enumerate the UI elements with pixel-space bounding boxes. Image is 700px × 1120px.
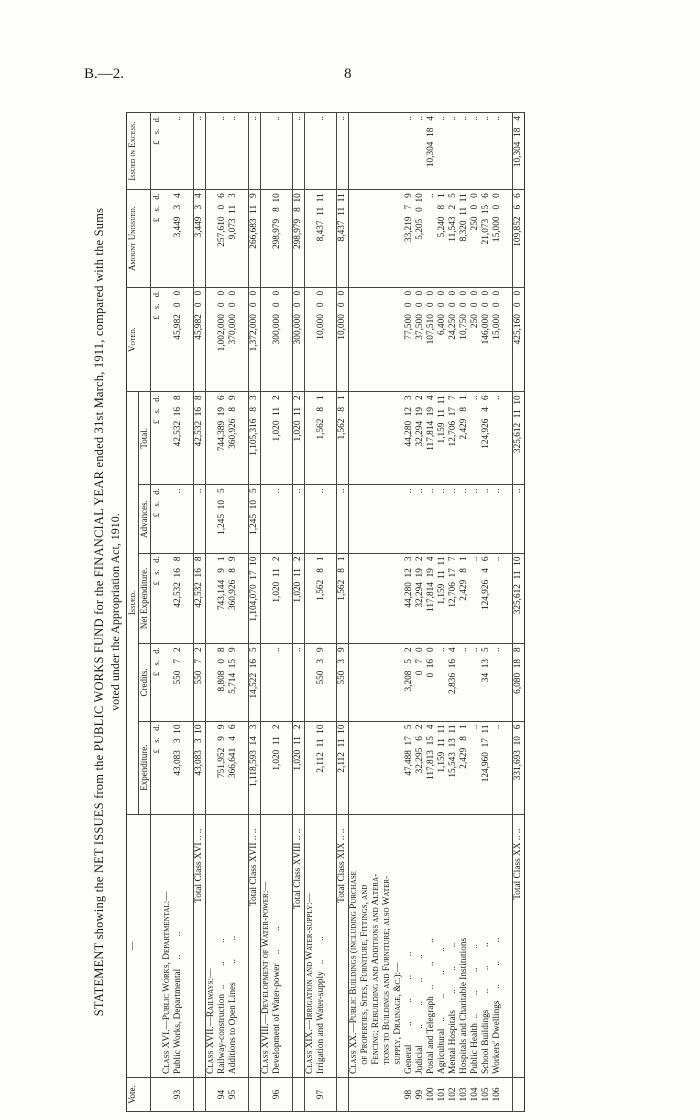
blank-cell bbox=[261, 485, 273, 553]
total-value: 42,532 16 8 bbox=[173, 392, 184, 485]
blank-cell bbox=[184, 485, 194, 553]
total-net-expenditure-value: 1,562 8 1 bbox=[337, 553, 349, 644]
total-value: 1,020 11 2 bbox=[272, 392, 283, 485]
blank-cell bbox=[162, 644, 173, 721]
blank-cell bbox=[239, 113, 249, 190]
total-expenditure-value: 1,020 11 2 bbox=[293, 721, 305, 814]
total-value: 44,280 12 3 32,294 19 2 117,814 19 4 1,159 11 11 12,706 17 7 2,429 8 1 .. 124,926 4 6 .. bbox=[404, 392, 503, 485]
voted-value: 10,000 0 0 bbox=[316, 287, 327, 391]
units-label: £ s. d. bbox=[151, 287, 163, 391]
blank-cell bbox=[239, 721, 249, 814]
class-total-label: Total Class XX .. .. bbox=[513, 814, 525, 1077]
blank-cell bbox=[239, 392, 249, 485]
total-credits-value: 14,522 16 5 bbox=[249, 644, 261, 721]
blank-cell bbox=[305, 113, 317, 190]
class-total-label: Total Class XVII .. .. bbox=[249, 814, 261, 1077]
expenditure-value: 1,020 11 2 bbox=[272, 721, 283, 814]
spacer-row bbox=[239, 113, 249, 1112]
vote-number: 96 bbox=[272, 1077, 283, 1111]
credits-value: 550 7 2 bbox=[173, 644, 184, 721]
class-total-row bbox=[293, 113, 305, 1112]
units-label: £ s. d. bbox=[151, 113, 163, 190]
total-value: 744,389 19 6 360,926 8 9 bbox=[217, 392, 239, 485]
vote-blank bbox=[337, 1077, 349, 1111]
blank-cell bbox=[327, 392, 337, 485]
units-label: £ s. d. bbox=[151, 553, 163, 644]
total-excess-value: 10,304 18 4 bbox=[513, 113, 525, 190]
units-label: £ s. d. bbox=[151, 721, 163, 814]
blank-cell bbox=[327, 485, 337, 553]
table-row bbox=[217, 113, 239, 1112]
class-total-row bbox=[194, 113, 206, 1112]
col-voted: Voted. bbox=[127, 287, 151, 391]
total-voted-value: 45,982 0 0 bbox=[194, 287, 206, 391]
blank-cell bbox=[283, 644, 293, 721]
blank-cell bbox=[283, 287, 293, 391]
advances-value: .. bbox=[272, 485, 283, 553]
section-heading-row bbox=[349, 113, 405, 1112]
blank-cell bbox=[239, 814, 249, 1077]
blank-cell bbox=[327, 1077, 337, 1111]
blank-cell bbox=[261, 392, 273, 485]
total-voted-value: 10,000 0 0 bbox=[337, 287, 349, 391]
blank-cell bbox=[349, 190, 405, 288]
blank-cell bbox=[327, 113, 337, 190]
unissued-value: 257,610 0 6 9,073 11 3 bbox=[217, 190, 239, 288]
blank-cell bbox=[206, 392, 218, 485]
total-total-value: 1,562 8 1 bbox=[337, 392, 349, 485]
vote-description: Development of Water-power .. .. bbox=[272, 814, 283, 1077]
blank-cell bbox=[305, 485, 317, 553]
table-row bbox=[316, 113, 327, 1112]
vote-number: 97 bbox=[316, 1077, 327, 1111]
blank-cell bbox=[184, 553, 194, 644]
total-credits-value: 6,080 18 8 bbox=[513, 644, 525, 721]
class-total-row bbox=[513, 113, 525, 1112]
blank-cell bbox=[184, 392, 194, 485]
section-heading: Class XVII.—Railways:— bbox=[206, 814, 218, 1077]
vote-blank bbox=[162, 1077, 173, 1111]
excess-value: .. .. 10,304 18 4 .. .. .. .. .. .. bbox=[404, 113, 503, 190]
blank-cell bbox=[206, 644, 218, 721]
col-excess: Issued in Excess. bbox=[127, 113, 151, 190]
blank-cell bbox=[184, 287, 194, 391]
blank-cell bbox=[503, 721, 513, 814]
col-net-expenditure: Net Expenditure. bbox=[139, 553, 151, 644]
col-issued-group: Issued. bbox=[127, 392, 139, 814]
spacer-row bbox=[327, 113, 337, 1112]
units-label: £ s. d. bbox=[151, 644, 163, 721]
credits-value: 8,808 0 8 5,714 15 9 bbox=[217, 644, 239, 721]
total-net-expenditure-value: 1,020 11 2 bbox=[293, 553, 305, 644]
total-excess-value: .. bbox=[293, 113, 305, 190]
blank-cell bbox=[349, 485, 405, 553]
blank-cell bbox=[283, 485, 293, 553]
blank-cell bbox=[239, 190, 249, 288]
total-total-value: 1,020 11 2 bbox=[293, 392, 305, 485]
vote-blank bbox=[349, 1077, 405, 1111]
total-unissued-value: 266,683 11 9 bbox=[249, 190, 261, 288]
total-credits-value: .. bbox=[293, 644, 305, 721]
blank-cell bbox=[184, 814, 194, 1077]
total-total-value: 325,612 11 10 bbox=[513, 392, 525, 485]
total-net-expenditure-value: 325,612 11 10 bbox=[513, 553, 525, 644]
credits-value: .. bbox=[272, 644, 283, 721]
units-blank bbox=[151, 1077, 163, 1111]
blank-cell bbox=[503, 392, 513, 485]
blank-cell bbox=[261, 113, 273, 190]
blank-cell bbox=[184, 113, 194, 190]
col-advances: Advances. bbox=[139, 485, 151, 553]
blank-cell bbox=[503, 287, 513, 391]
units-blank bbox=[151, 814, 163, 1077]
blank-cell bbox=[162, 287, 173, 391]
blank-cell bbox=[305, 392, 317, 485]
vote-number: 94 95 bbox=[217, 1077, 239, 1111]
net-expenditure-value: 44,280 12 3 32,294 19 2 117,814 19 4 1,159 11 11 12,706 17 7 2,429 8 1 .. 124,926 4 6 .. bbox=[404, 553, 503, 644]
vote-blank bbox=[261, 1077, 273, 1111]
col-total: Total. bbox=[139, 392, 151, 485]
blank-cell bbox=[327, 721, 337, 814]
total-unissued-value: 298,979 8 10 bbox=[293, 190, 305, 288]
blank-cell bbox=[349, 553, 405, 644]
blank-cell bbox=[283, 814, 293, 1077]
total-expenditure-value: 1,118,593 14 3 bbox=[249, 721, 261, 814]
class-total-label: Total Class XIX .. .. bbox=[337, 814, 349, 1077]
section-heading-row bbox=[162, 113, 173, 1112]
blank-cell bbox=[206, 113, 218, 190]
units-label: £ s. d. bbox=[151, 392, 163, 485]
total-advances-value: .. bbox=[194, 485, 206, 553]
credits-value: 3,208 5 2 0 7 0 0 16 0 .. 2,836 16 4 .. .. 34 13 5 .. bbox=[404, 644, 503, 721]
class-total-label: Total Class XVI .. .. bbox=[194, 814, 206, 1077]
col-expenditure: Expenditure. bbox=[139, 721, 151, 814]
total-expenditure-value: 331,693 10 6 bbox=[513, 721, 525, 814]
advances-value: .. .. .. .. .. .. .. .. .. bbox=[404, 485, 503, 553]
blank-cell bbox=[327, 644, 337, 721]
spacer-row bbox=[184, 113, 194, 1112]
advances-value: .. bbox=[173, 485, 184, 553]
blank-cell bbox=[261, 287, 273, 391]
units-label: £ s. d. bbox=[151, 485, 163, 553]
class-total-row bbox=[249, 113, 261, 1112]
blank-cell bbox=[503, 485, 513, 553]
rotated-statement-sheet bbox=[92, 112, 700, 1112]
vote-number: 93 bbox=[173, 1077, 184, 1111]
net-expenditure-value: 743,144 9 1 360,926 8 9 bbox=[217, 553, 239, 644]
total-total-value: 1,105,316 8 3 bbox=[249, 392, 261, 485]
total-credits-value: 550 3 9 bbox=[337, 644, 349, 721]
excess-value: .. bbox=[316, 113, 327, 190]
blank-cell bbox=[349, 721, 405, 814]
blank-cell bbox=[503, 113, 513, 190]
total-excess-value: .. bbox=[194, 113, 206, 190]
col-unissued: Amount Unissued. bbox=[127, 190, 151, 288]
excess-value: .. bbox=[272, 113, 283, 190]
total-voted-value: 300,000 0 0 bbox=[293, 287, 305, 391]
blank-cell bbox=[162, 190, 173, 288]
total-advances-value: 1,245 10 5 bbox=[249, 485, 261, 553]
credits-value: 550 3 9 bbox=[316, 644, 327, 721]
blank-cell bbox=[239, 553, 249, 644]
blank-cell bbox=[206, 287, 218, 391]
blank-cell bbox=[261, 190, 273, 288]
blank-cell bbox=[261, 644, 273, 721]
expenditure-value: 47,488 17 5 32,295 6 2 117,813 15 4 1,159 11 11 15,543 13 11 2,429 8 1 .. 124,960 17 11 .. bbox=[404, 721, 503, 814]
blank-cell bbox=[239, 485, 249, 553]
vote-description: Railway-construction .. .. .. Additions to Open Lines .. .. bbox=[217, 814, 239, 1077]
blank-cell bbox=[206, 485, 218, 553]
units-row bbox=[151, 113, 163, 1112]
blank-cell bbox=[162, 721, 173, 814]
class-total-row bbox=[337, 113, 349, 1112]
vote-blank bbox=[249, 1077, 261, 1111]
total-advances-value: .. bbox=[293, 485, 305, 553]
voted-value: 300,000 0 0 bbox=[272, 287, 283, 391]
total-net-expenditure-value: 42,532 16 8 bbox=[194, 553, 206, 644]
total-expenditure-value: 2,112 11 10 bbox=[337, 721, 349, 814]
blank-cell bbox=[503, 814, 513, 1077]
section-heading: Class XX.—Public Buildings (including Purchase of Properties, Sites, Furniture, Fittings, and Fencing; Rebuilding and Additions and Altera- tions to Buildings and Furniture; also Water- supply, Drainage, &c.):— bbox=[349, 814, 405, 1077]
blank-cell bbox=[283, 721, 293, 814]
blank-cell bbox=[239, 1077, 249, 1111]
voted-value: 1,002,000 0 0 370,000 0 0 bbox=[217, 287, 239, 391]
blank-cell bbox=[162, 392, 173, 485]
excess-value: .. bbox=[173, 113, 184, 190]
vote-description: Public Works, Departmental .. .. bbox=[173, 814, 184, 1077]
blank-cell bbox=[239, 287, 249, 391]
blank-cell bbox=[261, 721, 273, 814]
voted-value: 77,500 0 0 37,500 0 0 107,510 0 0 6,400 0 0 24,250 0 0 10,750 0 0 250 0 0 146,000 0 0 15,000 0 0 bbox=[404, 287, 503, 391]
total-unissued-value: 3,449 3 4 bbox=[194, 190, 206, 288]
blank-cell bbox=[349, 644, 405, 721]
blank-cell bbox=[305, 287, 317, 391]
blank-cell bbox=[327, 553, 337, 644]
advances-value: .. bbox=[316, 485, 327, 553]
statement-body bbox=[151, 113, 525, 1112]
blank-cell bbox=[305, 553, 317, 644]
blank-cell bbox=[184, 721, 194, 814]
blank-cell bbox=[305, 721, 317, 814]
net-expenditure-value: 42,532 16 8 bbox=[173, 553, 184, 644]
units-label: £ s. d. bbox=[151, 190, 163, 288]
col-credits: Credits. bbox=[139, 644, 151, 721]
total-total-value: 42,532 16 8 bbox=[194, 392, 206, 485]
class-total-label: Total Class XVIII .. .. bbox=[293, 814, 305, 1077]
page-reference: B.—2. bbox=[84, 66, 125, 82]
blank-cell bbox=[503, 644, 513, 721]
statement-subtitle: voted under the Appropriation Act, 1910. bbox=[108, 513, 122, 711]
spacer-row bbox=[283, 113, 293, 1112]
blank-cell bbox=[503, 1077, 513, 1111]
total-expenditure-value: 43,083 3 10 bbox=[194, 721, 206, 814]
vote-blank bbox=[513, 1077, 525, 1111]
vote-number: 98 99 100 101 102 103 104 105 106 bbox=[404, 1077, 503, 1111]
table-row bbox=[272, 113, 283, 1112]
vote-blank bbox=[194, 1077, 206, 1111]
blank-cell bbox=[283, 392, 293, 485]
blank-cell bbox=[503, 190, 513, 288]
total-advances-value: .. bbox=[513, 485, 525, 553]
statement-table bbox=[126, 112, 525, 1112]
page-number: 8 bbox=[344, 66, 352, 82]
expenditure-value: 751,952 9 9 366,641 4 6 bbox=[217, 721, 239, 814]
blank-cell bbox=[305, 644, 317, 721]
total-value: 1,562 8 1 bbox=[316, 392, 327, 485]
total-voted-value: 425,160 0 0 bbox=[513, 287, 525, 391]
statement-title: STATEMENT showing the NET ISSUES from the PUBLIC WORKS FUND for the FINANCIAL YEAR ended 31st March, 1911, compared with the Sums bbox=[92, 207, 106, 1017]
blank-cell bbox=[305, 190, 317, 288]
blank-cell bbox=[503, 553, 513, 644]
blank-cell bbox=[327, 190, 337, 288]
vote-description: General .. .. .. .. Judicial .. .. .. .. Postal and Telegraph .. .. .. Agricultural .. .. .. .. Mental Hospitals .. .. .. Hospitals and Charitable Institutions Public Health .. .. .. .. School Buildings .. .. .. Workers' Dwellings .. .. .. bbox=[404, 814, 503, 1077]
unissued-value: 298,979 8 10 bbox=[272, 190, 283, 288]
blank-cell bbox=[283, 113, 293, 190]
vote-blank bbox=[305, 1077, 317, 1111]
total-excess-value: .. bbox=[249, 113, 261, 190]
col-vote: Vote. bbox=[127, 1077, 151, 1111]
expenditure-value: 43,083 3 10 bbox=[173, 721, 184, 814]
blank-cell bbox=[206, 721, 218, 814]
voted-value: 45,982 0 0 bbox=[173, 287, 184, 391]
blank-cell bbox=[327, 814, 337, 1077]
total-excess-value: .. bbox=[337, 113, 349, 190]
blank-cell bbox=[283, 190, 293, 288]
blank-cell bbox=[162, 113, 173, 190]
blank-cell bbox=[162, 485, 173, 553]
section-heading: Class XVIII.—Development of Water-power:— bbox=[261, 814, 273, 1077]
total-unissued-value: 109,852 6 6 bbox=[513, 190, 525, 288]
blank-cell bbox=[206, 190, 218, 288]
blank-cell bbox=[327, 287, 337, 391]
advances-value: 1,245 10 5 bbox=[217, 485, 239, 553]
blank-cell bbox=[349, 392, 405, 485]
blank-cell bbox=[184, 1077, 194, 1111]
blank-cell bbox=[349, 113, 405, 190]
spacer-row bbox=[503, 113, 513, 1112]
section-heading-row bbox=[305, 113, 317, 1112]
net-expenditure-value: 1,020 11 2 bbox=[272, 553, 283, 644]
blank-cell bbox=[239, 644, 249, 721]
net-expenditure-value: 1,562 8 1 bbox=[316, 553, 327, 644]
section-heading-row bbox=[261, 113, 273, 1112]
blank-cell bbox=[283, 1077, 293, 1111]
total-credits-value: 550 7 2 bbox=[194, 644, 206, 721]
blank-cell bbox=[283, 553, 293, 644]
blank-cell bbox=[184, 190, 194, 288]
vote-blank bbox=[206, 1077, 218, 1111]
col-description: — bbox=[127, 814, 151, 1077]
vote-description: Irrigation and Water-supply .. .. bbox=[316, 814, 327, 1077]
total-voted-value: 1,372,000 0 0 bbox=[249, 287, 261, 391]
blank-cell bbox=[349, 287, 405, 391]
unissued-value: 8,437 11 11 bbox=[316, 190, 327, 288]
section-heading-row bbox=[206, 113, 218, 1112]
vote-blank bbox=[293, 1077, 305, 1111]
blank-cell bbox=[184, 644, 194, 721]
unissued-value: 33,219 7 9 5,205 0 10 .. 5,240 8 1 11,543 2 5 8,320 11 11 250 0 0 21,073 15 6 15,000 0 0 bbox=[404, 190, 503, 288]
table-row bbox=[173, 113, 184, 1112]
total-advances-value: .. bbox=[337, 485, 349, 553]
total-unissued-value: 8,437 11 11 bbox=[337, 190, 349, 288]
expenditure-value: 2,112 11 10 bbox=[316, 721, 327, 814]
blank-cell bbox=[261, 553, 273, 644]
unissued-value: 3,449 3 4 bbox=[173, 190, 184, 288]
excess-value: .. .. bbox=[217, 113, 239, 190]
total-net-expenditure-value: 1,104,070 17 10 bbox=[249, 553, 261, 644]
blank-cell bbox=[206, 553, 218, 644]
blank-cell bbox=[162, 553, 173, 644]
section-heading: Class XIX.—Irrigation and Water-supply:— bbox=[305, 814, 317, 1077]
table-row bbox=[404, 113, 503, 1112]
section-heading: Class XVI.—Public Works, Departmental:— bbox=[162, 814, 173, 1077]
